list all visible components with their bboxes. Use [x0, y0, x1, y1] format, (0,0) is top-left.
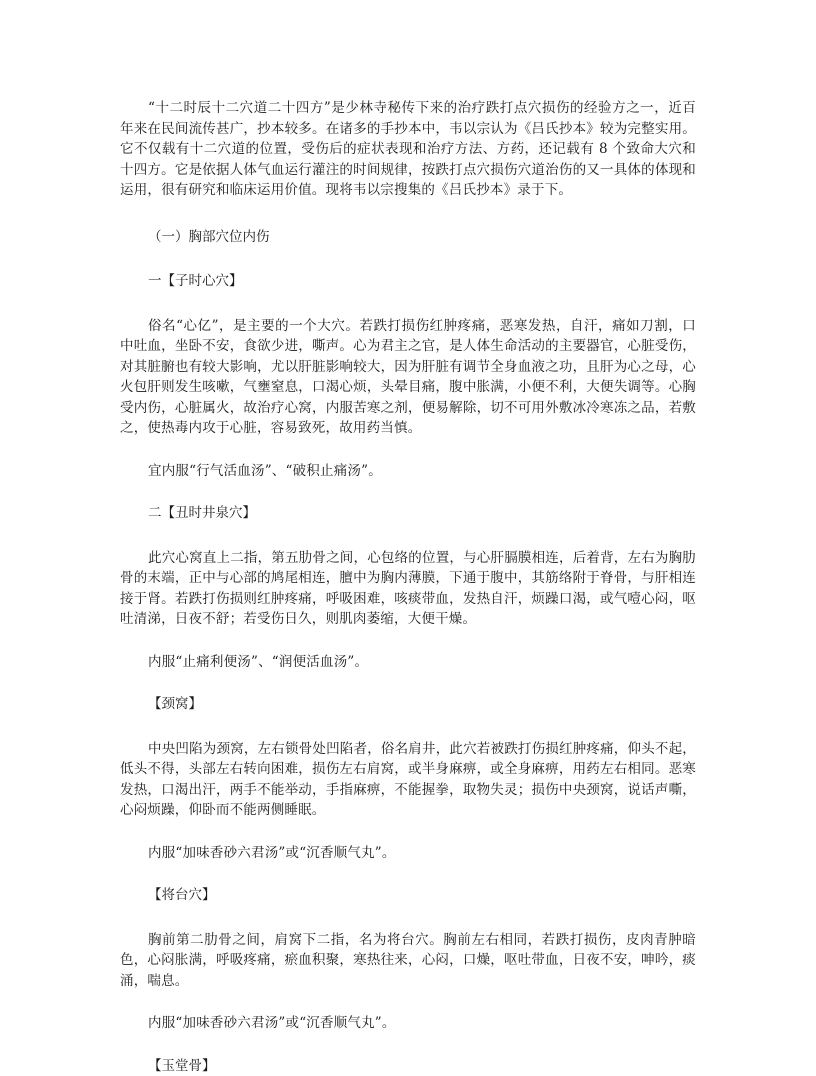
document-page	[120, 98, 696, 1076]
heading-jiangtai: 【将台穴】	[120, 885, 696, 906]
prescription-jiangtai: 内服“加味香砂六君汤”或“沉香顺气丸”。	[120, 1013, 696, 1034]
section-title: （一）胸部穴位内伤	[120, 227, 696, 248]
prescription-zishi-xinxue: 宜内服“行气活血汤”、“破积止痛汤”。	[120, 461, 696, 482]
heading-jingwo: 【颈窝】	[120, 694, 696, 715]
paragraph-choushi-jingquan: 此穴心窝直上二指，第五肋骨之间，心包络的位置，与心肝膈膜相连，后着背，左右为胸肋骨的末端，正中与心部的鸠尾相连，膻中为胸内薄膜，下通于腹中，其筋络附于脊骨，与肝相连接于肾。若跌打伤损则红肿疼痛，呼吸困难，咳痰带血，发热自汗，烦躁口渴，或气噎心闷，呕吐清涕，日夜不舒；若受伤日久，则肌肉萎缩，大便干燥。	[120, 548, 696, 630]
paragraph-jingwo: 中央凹陷为颈窝，左右锁骨处凹陷者，俗名肩井，此穴若被跌打伤损红肿疼痛，仰头不起，低头不得，头部左右转向困难，损伤左右肩窝，或半身麻痹，或全身麻痹，用药左右相同。恶寒发热，口渴出汗，两手不能举动，手指麻痹，不能握拳，取物失灵；损伤中央颈窝，说话声嘶，心闷烦躁，仰卧而不能两侧睡眠。	[120, 739, 696, 821]
paragraph-jiangtai: 胸前第二肋骨之间，肩窝下二指，名为将台穴。胸前左右相同，若跌打损伤，皮肉青肿暗色，心闷胀满，呼吸疼痛，瘀血积聚，寒热往来，心闷，口燥，呕吐带血，日夜不安，呻吟，痰涌，喘息。	[120, 930, 696, 992]
prescription-choushi-jingquan: 内服“止痛利便汤”、“润便活血汤”。	[120, 652, 696, 673]
heading-yutang: 【玉堂骨】	[120, 1056, 696, 1076]
heading-zishi-xinxue: 一【子时心穴】	[120, 271, 696, 292]
prescription-jingwo: 内服“加味香砂六君汤”或“沉香顺气丸”。	[120, 843, 696, 864]
intro-paragraph: “十二时辰十二穴道二十四方”是少林寺秘传下来的治疗跌打点穴损伤的经验方之一，近百年来在民间流传甚广，抄本较多。在诸多的手抄本中，韦以宗认为《吕氏抄本》较为完整实用。它不仅载有十二穴道的位置，受伤后的症状表现和治疗方法、方药，还记载有 8 个致命大穴和十四方。它是依据人体气血运行灌注的时间规律，按跌打点穴损伤穴道治伤的又一具体的体现和运用，很有研究和临床运用价值。现将韦以宗搜集的《吕氏抄本》录于下。	[120, 98, 696, 201]
paragraph-zishi-xinxue: 俗名“心亿”，是主要的一个大穴。若跌打损伤红肿疼痛，恶寒发热，自汗，痛如刀割，口中吐血，坐卧不安，食欲少进，嘶声。心为君主之官，是人体生命活动的主要器官，心脏受伤，对其脏腑也有较大影响，尤以肝脏影响较大，因为肝脏有调节全身血液之功，且肝为心之母，心火包肝则发生咳嗽，气壅窒息，口渴心烦，头晕目痛，腹中胀满，小便不利，大便失调等。心胸受内伤，心脏属火，故治疗心窝，内服苦寒之剂，便易解除，切不可用外敷冰冷寒冻之品，若敷之，使热毒内攻于心脏，容易致死，故用药当慎。	[120, 316, 696, 439]
heading-choushi-jingquan: 二【丑时井泉穴】	[120, 503, 696, 524]
